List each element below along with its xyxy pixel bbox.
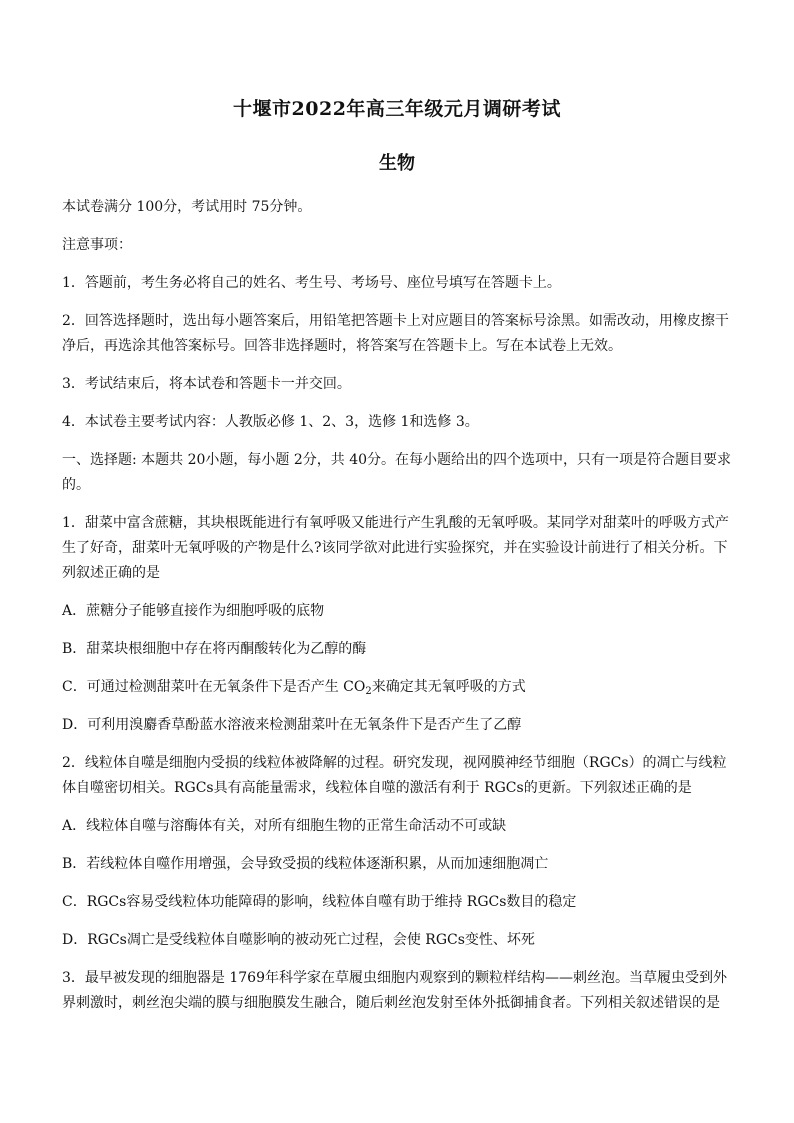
question-stem: 2．线粒体自噬是细胞内受损的线粒体被降解的过程。研究发现，视网膜神经节细胞（RGCs）的凋亡与线粒体自噬密切相关。RGCs具有高能量需求，线粒体自噬的激活有利于 RGCs的更新。下列叙述正确的是 (62, 755, 727, 796)
subscript-2: 2 (365, 686, 372, 697)
question-option: C．RGCs容易受线粒体功能障碍的影响，线粒体自噬有助于维持 RGCs数目的稳定 (62, 894, 577, 910)
option-text: C．可通过检测甜菜叶在无氧条件下是否产生 CO (62, 679, 366, 695)
subject-title: 生物 (379, 153, 415, 174)
notice-item: 3．考试结束后，将本试卷和答题卡一并交回。 (62, 376, 351, 392)
question-option: A．蔗糖分子能够直接作为细胞呼吸的底物 (62, 603, 325, 619)
question-option: D．RGCs凋亡是受线粒体自噬影响的被动死亡过程，会使 RGCs变性、坏死 (62, 932, 535, 948)
notice-item: 4．本试卷主要考试内容：人教版必修 1、2、3，选修 1和选修 3。 (62, 414, 479, 430)
notice-heading: 注意事项： (62, 237, 132, 253)
question-option: B．若线粒体自噬作用增强，会导致受损的线粒体逐渐积累，从而加速细胞凋亡 (62, 856, 549, 872)
question-option: D．可利用溴麝香草酚蓝水溶液来检测甜菜叶在无氧条件下是否产生了乙醇 (62, 717, 522, 733)
exam-title: 十堰市2022年高三年级元月调研考试 (233, 98, 561, 120)
notice-item: 1．答题前，考生务必将自己的姓名、考生号、考场号、座位号填写在答题卡上。 (62, 275, 561, 291)
exam-content (62, 195, 738, 1029)
question-option: B．甜菜块根细胞中存在将丙酮酸转化为乙醇的酶 (62, 641, 367, 657)
question-stem: 1．甜菜中富含蔗糖，其块根既能进行有氧呼吸又能进行产生乳酸的无氧呼吸。某同学对甜菜叶的呼吸方式产生了好奇，甜菜叶无氧呼吸的产物是什么?该同学欲对此进行实验探究，并在实验设计前进行了相关分析。下列叙述正确的是 (62, 515, 729, 581)
score-note: 本试卷满分 100分，考试用时 75分钟。 (62, 199, 312, 215)
question-option (62, 675, 738, 700)
section-heading: 一、选择题: 本题共 20小题，每小题 2分，共 40分。在每小题给出的四个选项中，只有一项是符合题目要求的。 (62, 452, 732, 493)
question-stem: 3．最早被发现的细胞器是 1769年科学家在草履虫细胞内观察到的颗粒样结构——刺丝泡。当草履虫受到外界刺激时，刺丝泡尖端的膜与细胞膜发生融合，随后刺丝泡发射至体外抵御捕食者。下列相关叙述错误的是 (62, 970, 727, 1011)
notice-item: 2．回答选择题时，选出每小题答案后，用铅笔把答题卡上对应题目的答案标号涂黑。如需改动，用橡皮擦干净后，再选涂其他答案标号。回答非选择题时，将答案写在答题卡上。写在本试卷上无效。 (62, 313, 729, 354)
question-option: A．线粒体自噬与溶酶体有关，对所有细胞生物的正常生命活动不可或缺 (62, 818, 507, 834)
option-text-tail: 来确定其无氧呼吸的方式 (371, 679, 526, 695)
